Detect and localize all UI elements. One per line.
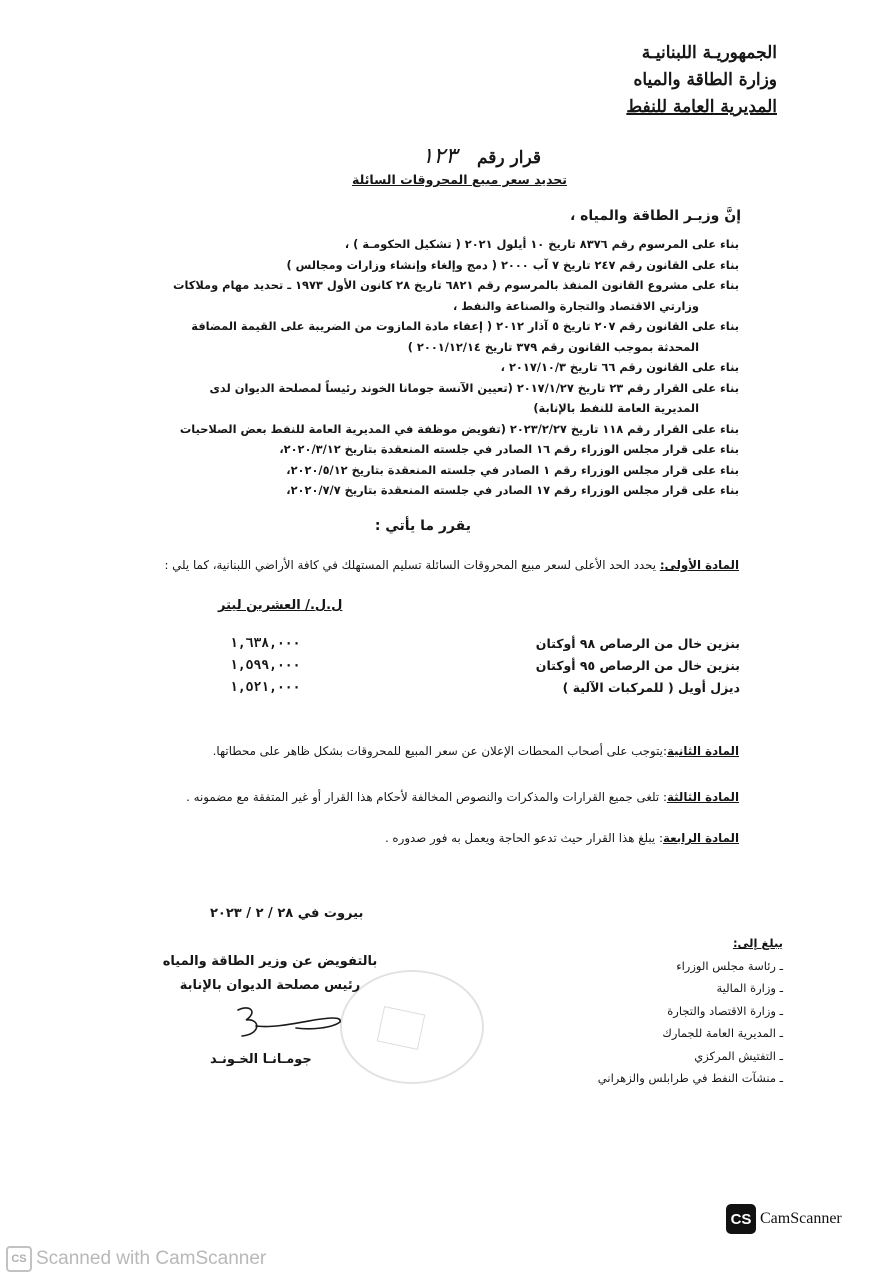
decides-heading: يقرر ما يأتي : (374, 518, 471, 534)
basis-line: وزارتي الاقتصاد والتجارة والصناعة والنفط ، (453, 298, 699, 313)
letterhead-ministry: وزارة الطاقة والمياه (633, 70, 777, 90)
letterhead-directorate: المديرية العامة للنفط (626, 97, 777, 117)
distribution-list (598, 932, 783, 1090)
basis-line: بناء على مشروع القانون المنفذ بالمرسوم رقم ٦٨٢١ تاريخ ٢٨ كانون الأول ١٩٧٣ ـ تحديد مهام وملاكات (173, 278, 739, 292)
camscanner-logo-icon: CS (726, 1204, 756, 1234)
letterhead-republic: الجمهوريـة اللبنانيـة (641, 43, 777, 63)
basis-line: بناء على قرار مجلس الوزراء رقم ١٦ الصادر في جلسته المنعقدة بتاريخ ٢٠٢٠/٣/١٢، (279, 442, 739, 456)
article-3 (186, 790, 739, 804)
price-row (230, 680, 740, 700)
scan-footer-text: Scanned with CamScanner (36, 1248, 267, 1269)
distribution-item: ـ وزارة المالية (716, 981, 783, 995)
camscanner-footer-icon: CS (6, 1246, 32, 1272)
fuel-name: بنزين خال من الرصاص ٩٥ أوكتان (535, 658, 740, 673)
fuel-price: ١,٥٩٩,٠٠٠ (230, 658, 301, 673)
basis-line: بناء على قرار مجلس الوزراء رقم ١٧ الصادر في جلسته المنعقدة بتاريخ ٢٠٢٠/٧/٧، (286, 483, 739, 497)
decision-number: ١٢٣ (421, 144, 458, 169)
decision-label: قرار رقم (476, 148, 541, 168)
price-row (230, 658, 740, 678)
basis-line: المحدثة بموجب القانون رقم ٣٧٩ تاريخ ٢٠٠١/١٢/١٤ ) (407, 339, 699, 354)
basis-line: بناء على قرار مجلس الوزراء رقم ١ الصادر في جلسته المنعقدة بتاريخ ٢٠٢٠/٥/١٢، (286, 462, 739, 477)
article-2-text: :يتوجب على أصحاب المحطات الإعلان عن سعر المبيع للمحروقات بشكل ظاهر على محطاتها. (212, 744, 667, 758)
handwritten-signature (232, 998, 352, 1046)
signature-block (160, 950, 380, 998)
fuel-name: بنزين خال من الرصاص ٩٨ أوكتان (535, 636, 740, 651)
distribution-item: ـ رئاسة مجلس الوزراء (676, 958, 783, 973)
article-4 (385, 831, 739, 845)
signature-line-2: رئيس مصلحة الديوان بالإنابة (179, 978, 361, 993)
decision-subject: تحديد سعر مبيع المحروقات السائلة (352, 172, 567, 187)
issue-date: بيروت في ٢٨ / ٢ / ٢٠٢٣ (210, 906, 364, 921)
distribution-item: ـ وزارة الاقتصاد والتجارة (667, 1003, 783, 1018)
camscanner-watermark (726, 1204, 842, 1234)
basis-line: بناء على القانون رقم ٢٤٧ تاريخ ٧ آب ٢٠٠٠ ( دمج وإلغاء وإنشاء وزارات ومجالس ) (286, 257, 739, 272)
article-1 (164, 558, 739, 572)
fuel-name: ديزل أويل ( للمركبات الآلية ) (562, 680, 740, 695)
signature-line-1: بالتفويض عن وزير الطاقة والمياه (162, 954, 378, 969)
intro-line: إنَّ وزيـر الطاقة والمياه ، (569, 208, 741, 224)
article-3-label: المادة الثالثة (666, 790, 739, 804)
article-4-text: : يبلغ هذا القرار حيث تدعو الحاجة ويعمل به فور صدوره . (384, 831, 663, 845)
basis-line: بناء على القرار رقم ١١٨ تاريخ ٢٠٢٣/٢/٢٧ (تفويض موظفة في المديرية العامة للنفط بعض الصلاحيات (179, 421, 739, 436)
basis-line: بناء على المرسوم رقم ٨٣٧٦ تاريخ ١٠ أيلول ٢٠٢١ ( تشكيل الحكومـة ) ، (344, 237, 739, 251)
article-2 (213, 744, 739, 758)
currency-label: ل.ل./ العشرين ليتر (218, 598, 343, 613)
camscanner-text: CamScanner (760, 1210, 842, 1227)
article-4-label: المادة الرابعة (662, 831, 739, 845)
article-1-label: المادة الأولى: (659, 558, 739, 572)
distribution-item: ـ منشآت النفط في طرابلس والزهراني (597, 1071, 783, 1085)
legal-basis-list (99, 234, 739, 501)
article-2-label: المادة الثانية (666, 744, 739, 758)
fuel-price: ١,٦٣٨,٠٠٠ (230, 636, 301, 651)
price-row (230, 636, 740, 656)
basis-line: بناء على القرار رقم ٢٣ تاريخ ٢٠١٧/١/٢٧ (تعيين الآنسة جومانا الخوند رئيساً لمصلحة الديوان لدى (209, 380, 739, 395)
basis-line: بناء على القانون رقم ٦٦ تاريخ ٢٠١٧/١٠/٣ ، (500, 360, 739, 374)
distribution-item: ـ المديرية العامة للجمارك (662, 1026, 783, 1040)
basis-line: المديرية العامة للنفط بالإنابة) (533, 401, 699, 415)
letterhead (437, 40, 777, 121)
distribution-title: يبلغ إلى: (732, 936, 783, 950)
scan-footer (6, 1246, 266, 1272)
article-1-text: يحدد الحد الأعلى لسعر مبيع المحروقات السائلة تسليم المستهلك في كافة الأراضي اللبنانية، كما يلي : (164, 558, 660, 572)
basis-line: بناء على القانون رقم ٢٠٧ تاريخ ٥ آذار ٢٠١٢ ( إعفاء مادة المازوت من الضريبة على القيمة المضافة (191, 319, 739, 333)
distribution-item: ـ التفتيش المركزي (694, 1048, 783, 1063)
signatory-name: جومـانـا الخـونـد (210, 1052, 312, 1067)
fuel-price: ١,٥٢١,٠٠٠ (230, 680, 301, 695)
article-3-text: : تلغى جميع القرارات والمذكرات والنصوص المخالفة لأحكام هذا القرار أو غير المتفقة مع مضمونه . (186, 790, 667, 804)
decision-heading (422, 144, 541, 169)
